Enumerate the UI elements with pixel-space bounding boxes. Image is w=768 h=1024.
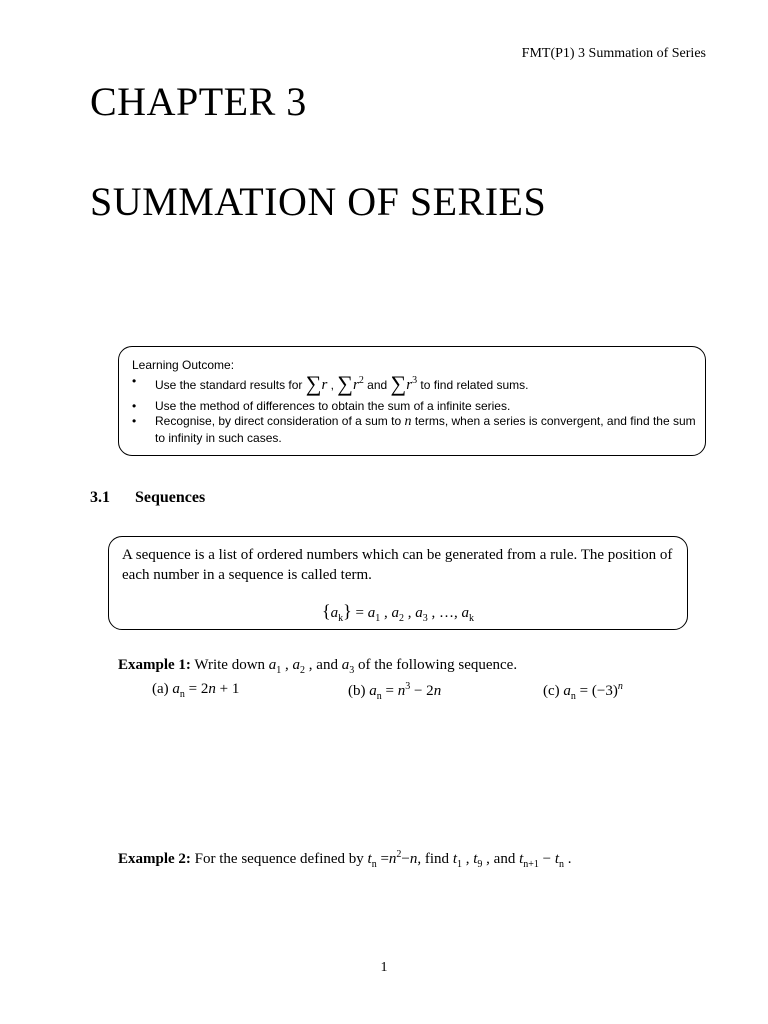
definition-box (108, 536, 688, 630)
section-number: 3.1 (90, 489, 110, 506)
example-1-part-a: (a) $a_n = 2n + 1$ (152, 681, 240, 700)
learning-outcome-heading: Learning Outcome: (132, 358, 235, 372)
formula-n: n (404, 414, 412, 429)
formula-sum-r3: $\sum r^3$ (390, 371, 418, 396)
outcome-text: Recognise, by direct consideration of a sum to (155, 414, 402, 428)
formula-sum-r: ∑r (305, 371, 328, 396)
running-header: FMT(P1) 3 Summation of Series (521, 46, 706, 61)
example-1-prompt: Example 1: Write down $a_1$ , $a_2$ , and $a_3$ of the following sequence. (118, 657, 518, 676)
formula-terms: a (268, 657, 277, 673)
part-label: (a) (152, 681, 169, 697)
outcome-text: and (367, 378, 388, 392)
outcome-text: terms, when a series is convergent, and find the sum to infinity in such cases. (155, 414, 696, 445)
example-text: , find (417, 851, 450, 867)
example-1-part-c: (c) $a_n = (-3)^n$ (543, 681, 623, 702)
example-text: Write down (194, 657, 266, 673)
example-text: For the sequence defined by (194, 851, 364, 867)
chapter-label: CHAPTER 3 (90, 79, 307, 124)
bullet-icon: • (132, 414, 137, 428)
definition-text: A sequence is a list of ordered numbers which can be generated from a rule. The position of each number in a sequence is called term. (122, 547, 673, 583)
outcome-text: to find related sums. (420, 378, 529, 392)
example-2-prompt: Example 2: For the sequence defined by $t_n =n^2-n$, find $t_1$ , $t_9$ , and $t_{n+1} - t_n$ . (118, 849, 572, 870)
bullet-icon: • (132, 399, 137, 413)
formula-sum-r2: $\sum r^2$ (337, 371, 364, 396)
example-text: of the following sequence. (357, 657, 518, 673)
learning-outcome-item (132, 413, 697, 446)
sequence-formula: $\{a_k\} = a_1$ , $a_2$ , $a_3$ , …, $a_k$ (322, 601, 474, 624)
bullet-icon: • (132, 374, 137, 388)
learning-outcome-item: • Use the standard results for ∑r , $\sum r^2$ and $\sum r^3$ to find related sums. (132, 371, 529, 396)
learning-outcome-box (118, 346, 706, 456)
part-label: (b) (348, 683, 366, 699)
example-label: Example 2: (118, 851, 191, 867)
example-label: Example 1: (118, 657, 191, 673)
part-label: (c) (543, 683, 560, 699)
section-title: Sequences (135, 489, 206, 506)
learning-outcome-item (132, 398, 697, 414)
outcome-text: Use the standard results for (155, 378, 303, 392)
outcome-text: Use the method of differences to obtain the sum of a infinite series. (155, 399, 511, 413)
formula-tn: $t_n$ (367, 851, 377, 870)
example-1-part-b: (b) $a_n = n^3 - 2n$ (348, 681, 442, 702)
page-number: 1 (380, 960, 388, 975)
chapter-title: SUMMATION OF SERIES (90, 179, 547, 224)
